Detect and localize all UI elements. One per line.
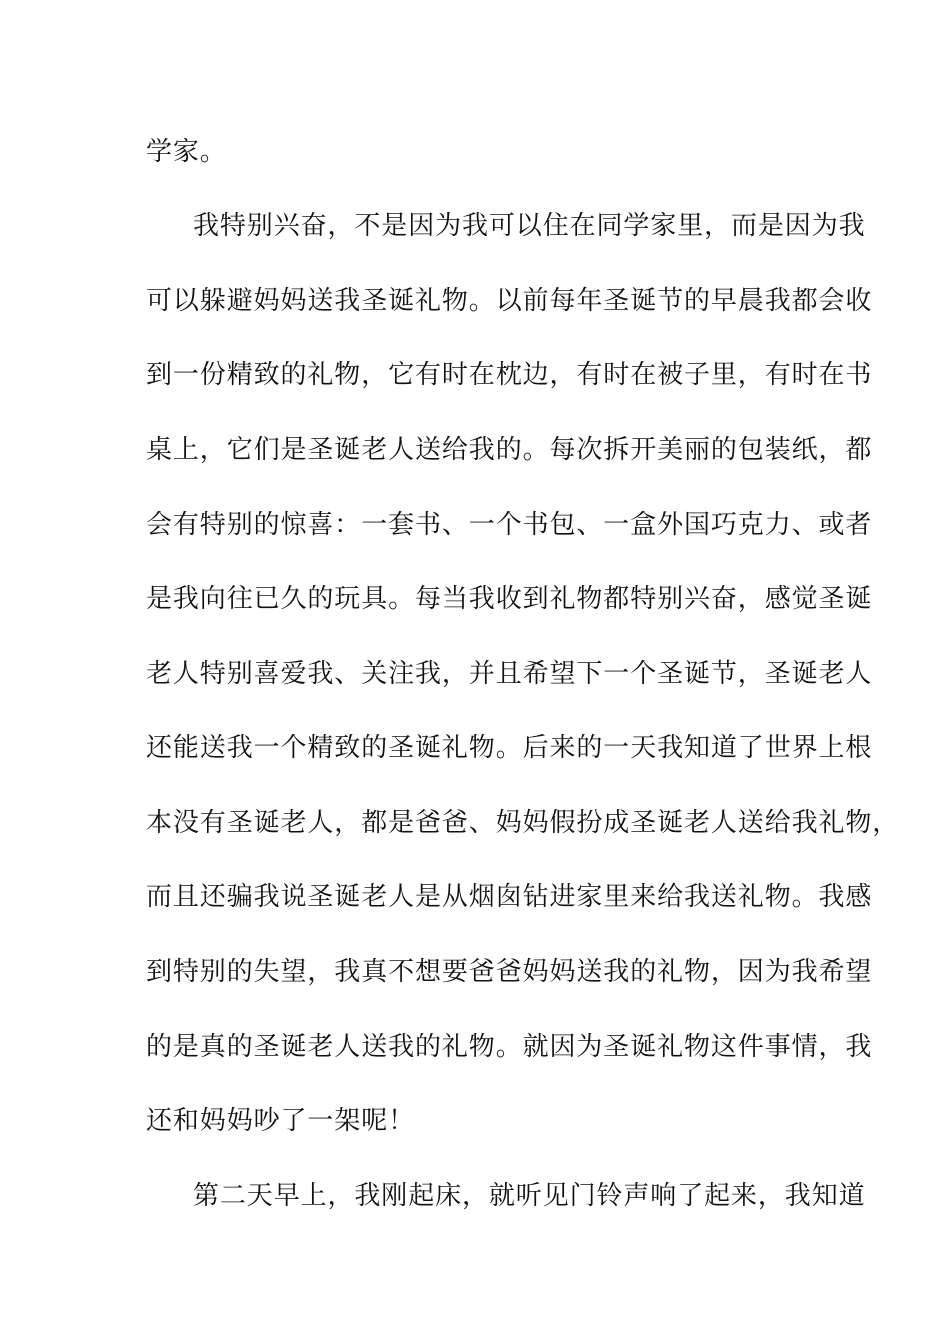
text-line: 桌上，它们是圣诞老人送给我的。每次拆开美丽的包装纸，都	[146, 435, 873, 465]
text-line: 到一份精致的礼物，它有时在枕边，有时在被子里，有时在书	[146, 360, 873, 390]
text-line: 会有特别的惊喜：一套书、一个书包、一盒外国巧克力、或者	[146, 510, 873, 540]
text-line: 学家。	[146, 137, 227, 167]
paragraph-start-line: 我特别兴奋，不是因为我可以住在同学家里，而是因为我	[193, 211, 866, 241]
text-line: 还能送我一个精致的圣诞礼物。后来的一天我知道了世界上根	[146, 733, 873, 763]
text-line: 可以躲避妈妈送我圣诞礼物。以前每年圣诞节的早晨我都会收	[146, 286, 873, 316]
text-line: 到特别的失望，我真不想要爸爸妈妈送我的礼物，因为我希望	[146, 957, 873, 987]
text-line: 是我向往已久的玩具。每当我收到礼物都特别兴奋，感觉圣诞	[146, 584, 873, 614]
text-line: 老人特别喜爱我、关注我，并且希望下一个圣诞节，圣诞老人	[146, 659, 873, 689]
text-line: 的是真的圣诞老人送我的礼物。就因为圣诞礼物这件事情，我	[146, 1032, 873, 1062]
text-line: 本没有圣诞老人，都是爸爸、妈妈假扮成圣诞老人送给我礼物，	[146, 808, 900, 838]
text-line: 还和妈妈吵了一架呢！	[146, 1106, 416, 1136]
paragraph-start-line: 第二天早上，我刚起床，就听见门铃声响了起来，我知道	[193, 1181, 866, 1211]
text-line: 而且还骗我说圣诞老人是从烟囱钻进家里来给我送礼物。我感	[146, 882, 873, 912]
